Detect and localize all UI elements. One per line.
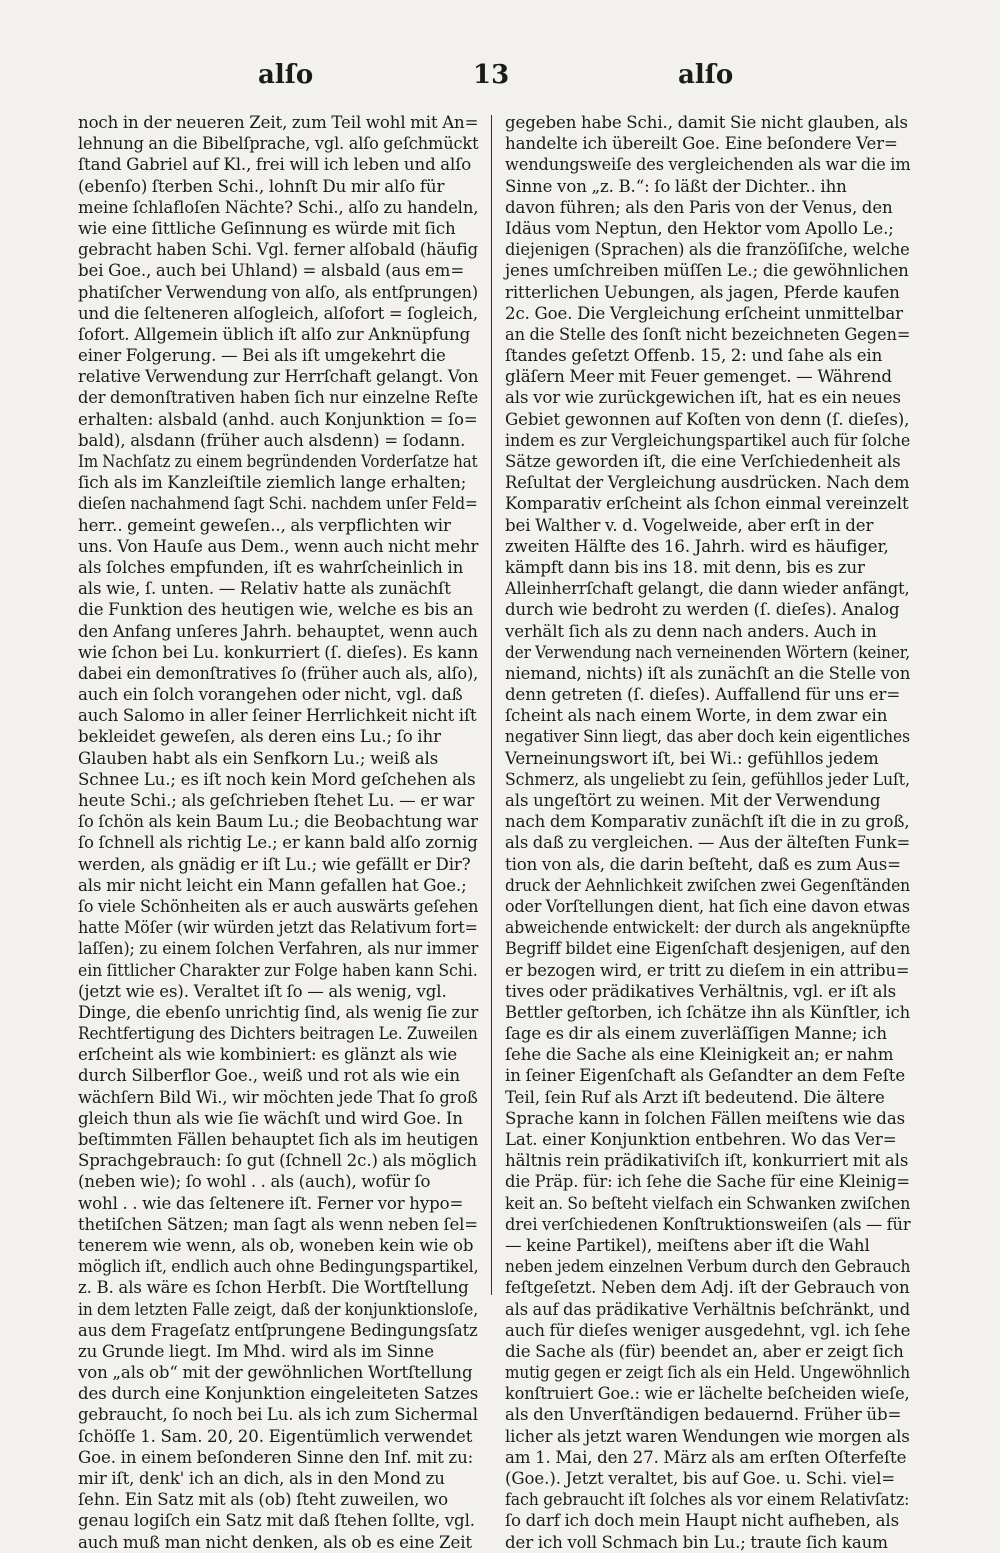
text-line: herr.. gemeint geweſen.., als verpflichten wir [78,515,451,535]
text-line: ſo ſchön als kein Baum Lu.; die Beobachtung war [78,812,478,832]
text-line: als ungeſtört zu weinen. Mit der Verwendung [505,791,881,810]
text-line: hältnis rein prädikativiſch iſt, konkurriert mit als [505,1151,909,1171]
text-line: feſtgeſetzt. Neben dem Adj. iſt der Gebrauch von [505,1278,910,1298]
text-line: zu Grunde liegt. Im Mhd. wird als im Sinne [78,1341,434,1361]
text-line: Goe. in einem beſonderen Sinne den Inf. mit zu: [78,1447,474,1467]
text-line: druck der Aehnlichkeit zwiſchen zwei Gegenſtänden [505,875,911,895]
text-line: (jetzt wie es). Veraltet iſt ſo — als wenig, vgl. [78,981,447,1001]
text-line: Gebiet gewonnen auf Koſten von denn (ſ. dieſes), [505,409,910,429]
text-line: diejenigen (Sprachen) als die franzöſiſche, welche [505,240,910,260]
text-line: ſcheint als nach einem Worte, in dem zwar ein [505,706,888,726]
text-line: bei Goe., auch bei Uhland) = alsbald (aus em= [78,261,465,281]
text-line: als den Unverſtändigen bedauernd. Früher üb= [505,1405,902,1425]
text-line: Lat. einer Konjunktion entbehren. Wo das Ver= [505,1130,897,1149]
text-line: als ſolches empfunden, iſt es wahrſcheinlich in [78,557,464,577]
text-line: ſich als im Kanzleiſtile ziemlich lange erhalten; [78,473,467,493]
text-line: denn getreten (ſ. dieſes). Auffallend für uns er= [505,685,901,705]
text-line: neben jedem einzelnen Verbum durch den Gebrauch [505,1257,911,1277]
text-line: der ich voll Schmach bin Lu.; traute ſich kaum [505,1532,888,1552]
text-line: der Verwendung nach verneinenden Wörtern (keiner, [505,642,911,662]
text-line: dabei ein demonſtratives ſo (früher auch als, alſo), [78,663,479,683]
text-line: jenes umſchreiben müſſen Le.; die gewöhnlichen [505,261,909,281]
text-line: ſtandes geſetzt Offenb. 15, 2: und ſahe als ein [505,346,883,366]
text-line: an die Stelle des ſonſt nicht bezeichneten Gegen= [505,324,911,344]
text-line: als auf das prädikative Verhältnis beſchränkt, und [505,1299,911,1319]
text-line: genau logiſch ein Satz mit daß ſtehen ſollte, vgl. [78,1511,475,1531]
left-column [78,112,478,1553]
text-line: werden, als gnädig er iſt Lu.; wie gefällt er Dir? [78,854,471,874]
text-line: ſo darf ich doch mein Haupt nicht aufheben, als [505,1511,899,1531]
text-line: ſehe die Sache als eine Kleinigkeit an; er nahm [505,1045,894,1065]
text-line: negativer Sinn liegt, das aber doch kein eigentliches [505,727,910,747]
text-line: die Präp. für: ich ſehe die Sache für eine Kleinig= [505,1172,911,1192]
text-line: 2c. Goe. Die Vergleichung erſcheint unmittelbar [505,303,904,323]
text-line: er bezogen wird, er tritt zu dieſem in ein attribu= [505,960,910,980]
text-line: ſehn. Ein Satz mit als (ob) ſteht zuweilen, wo [78,1490,449,1510]
text-line: ſtand Gabriel auf Kl., frei will ich leben und alſo [78,155,472,175]
text-line: laſſen); zu einem ſolchen Verfahren, als nur immer [78,939,479,959]
text-line: beſtimmten Fällen behauptet ſich als im heutigen [78,1130,479,1149]
text-line: Im Nachſatz zu einem begründenden Vorderſatze hat [78,452,478,471]
text-line: relative Verwendung zur Herrſchaft gelangt. Von [78,367,479,387]
text-line: Bettler geſtorben, ich ſchätze ihn als Künſtler, ich [505,1002,911,1022]
text-line: meine ſchlafloſen Nächte? Schi., alſo zu handeln, [78,197,479,217]
text-line: Alleinherrſchaft gelangt, die dann wieder anfängt, [505,579,910,599]
text-line: Sprache kann in ſolchen Fällen meiſtens wie das [505,1108,906,1128]
text-line: von „als ob“ mit der gewöhnlichen Wortſtellung [78,1363,473,1383]
text-line: auch Salomo in aller ſeiner Herrlichkeit nicht iſt [78,706,477,726]
text-line: oder Vorſtellungen dient, hat ſich eine davon etwas [505,896,910,916]
text-line: Sinne von „z. B.“: ſo läßt der Dichter.. ihn [505,176,847,196]
text-line: phatiſcher Verwendung von alſo, als entſprungen) [78,282,479,302]
text-line: ein ſittlicher Charakter zur Folge haben kann Schi. [78,960,478,980]
text-line: — keine Partikel), meiſtens aber iſt die Wahl [505,1235,870,1255]
text-line: mutig gegen er zeigt ſich als ein Held. Ungewöhnlich [505,1363,911,1383]
text-line: nach dem Komparativ zunächſt iſt die in zu groß, [505,812,910,832]
text-line: (neben wie); ſo wohl . . als (auch), wofür ſo [78,1172,431,1192]
text-line: uns. Von Hauſe aus Dem., wenn auch nicht mehr [78,536,479,556]
text-line: wohl . . wie das ſeltenere iſt. Ferner vor hypo= [78,1193,464,1213]
text-line: drei verſchiedenen Konſtruktionsweiſen (als — für [505,1214,911,1234]
text-line: Sätze geworden iſt, die eine Verſchiedenheit als [505,452,901,471]
text-line: licher als jetzt waren Wendungen wie morgen als [505,1426,910,1446]
text-line: fach gebraucht iſt ſolches als vor einem Relativſatz: [505,1490,910,1510]
text-line: auch ein ſolch vorangehen oder nicht, vgl. daß [78,685,463,705]
column-divider [491,115,492,1295]
text-line: gegeben habe Schi., damit Sie nicht glauben, als [505,113,908,132]
text-line: Sprachgebrauch: ſo gut (ſchnell 2c.) als möglich [78,1151,477,1171]
text-line: ſage es dir als einem zuverläſſigen Manne; ich [505,1024,888,1044]
text-line: die Sache als (für) beendet an, aber er zeigt ſich [505,1341,904,1361]
text-line: erhalten: alsbald (anhd. auch Konjunktion = ſo= [78,409,478,429]
text-line: einer Folgerung. — Bei als iſt umgekehrt die [78,346,446,366]
text-line: keit an. So beſteht vielfach ein Schwanken zwiſchen [505,1193,911,1213]
text-line: auch muß man nicht denken, als ob es eine Zeit [78,1532,472,1552]
text-line: gebracht haben Schi. Vgl. ferner alſobald (häufig [78,240,478,260]
text-line: Teil, ſein Ruf als Arzt iſt bedeutend. Die ältere [505,1087,885,1107]
text-line: Schnee Lu.; es iſt noch kein Mord geſchehen als [78,769,476,789]
text-line: dieſen nachahmend ſagt Schi. nachdem unſer Feld= [78,494,478,514]
text-line: bei Walther v. d. Vogelweide, aber erſt in der [505,515,874,535]
text-line: Schmerz, als ungeliebt zu ſein, gefühllos jeder Luſt, [505,769,910,789]
text-line: als daß zu vergleichen. — Aus der älteſten Funk= [505,833,911,853]
text-line: wächſern Bild Wi., wir möchten jede That ſo groß [78,1087,478,1107]
text-line: die Funktion des heutigen wie, welche es bis an [78,600,474,620]
right-column [505,112,910,1553]
text-line: Verneinungswort iſt, bei Wi.: gefühllos jedem [505,748,879,768]
text-line: gläſern Meer mit Feuer gemenget. — Während [505,367,892,387]
text-line: tives oder prädikatives Verhältnis, vgl. er iſt als [505,981,897,1001]
header-right-keyword: alſo [678,60,734,90]
text-line: möglich iſt, endlich auch ohne Bedingungspartikel, [78,1257,479,1277]
text-line: hatte Möſer (wir würden jetzt das Relativum fort= [78,918,478,938]
header-left-keyword: alſo [258,60,314,90]
text-line: verhält ſich als zu denn nach anders. Auch in [505,621,877,641]
text-line: ſchöſſe 1. Sam. 20, 20. Eigentümlich verwendet [78,1426,473,1446]
page-header [78,60,923,100]
text-line: durch Silberflor Goe., weiß und rot als wie ein [78,1066,460,1086]
text-line: bekleidet geweſen, als deren eins Lu.; ſo ihr [78,727,441,747]
text-line: Idäus vom Neptun, den Hektor vom Apollo Le.; [505,218,894,238]
text-line: als mir nicht leicht ein Mann gefallen hat Goe.; [78,875,467,895]
text-line: bald), alsdann (früher auch alsdenn) = ſodann. [78,430,466,450]
text-line: ſofort. Allgemein üblich iſt alſo zur Anknüpfung [78,324,471,344]
text-line: ſo viele Schönheiten als er auch auswärts geſehen [78,896,479,916]
text-line: z. B. als wäre es ſchon Herbſt. Die Wortſtellung [78,1278,469,1298]
page-number: 13 [473,60,510,90]
text-line: aus dem Frageſatz entſprungene Bedingungsſatz [78,1320,478,1340]
text-line: Dinge, die ebenſo unrichtig ſind, als wenig ſie zur [78,1002,479,1022]
text-line: abweichende entwickelt: der durch als angeknüpfte [505,918,911,938]
text-line: durch wie bedroht zu werden (ſ. dieſes). Analog [505,600,900,620]
text-line: in dem letzten Falle zeigt, daß der konjunktionsloſe, [78,1299,479,1319]
text-line: zweiten Hälfte des 16. Jahrh. wird es häufiger, [505,536,889,556]
text-line: davon führen; als den Paris von der Venus, den [505,197,893,217]
text-line: gebraucht, ſo noch bei Lu. als ich zum Sichermal [78,1405,478,1425]
text-line: heute Schi.; als geſchrieben ſtehet Lu. — er war [78,791,475,810]
text-line: am 1. Mai, den 27. März als am erſten Oſterfeſte [505,1447,907,1467]
text-line: erſcheint als wie kombiniert: es glänzt als wie [78,1045,458,1065]
text-line: Glauben habt als ein Senfkorn Lu.; weiß als [78,748,439,768]
text-line: (ebenſo) ſterben Schi., lohnſt Du mir alſo für [78,176,445,196]
text-line: des durch eine Konjunktion eingeleiteten Satzes [78,1384,479,1404]
text-line: tion von als, die darin beſteht, daß es zum Aus= [505,854,901,874]
text-line: ritterlichen Uebungen, als jagen, Pferde kaufen [505,282,900,302]
text-line: niemand, nichts) iſt als zunächſt an die Stelle von [505,663,911,683]
text-line: wie ſchon bei Lu. konkurriert (ſ. dieſes). Es kann [78,642,479,662]
text-line: ſo ſchnell als richtig Le.; er kann bald alſo zornig [78,833,478,853]
text-line: handelte ich übereilt Goe. Eine beſondere Ver= [505,134,898,154]
text-line: (Goe.). Jetzt veraltet, bis auf Goe. u. Schi. viel= [505,1469,896,1488]
text-line: noch in der neueren Zeit, zum Teil wohl mit An= [78,113,479,132]
text-line: kämpft dann bis ins 18. mit denn, bis es zur [505,557,865,577]
text-line: Begriff bildet eine Eigenſchaft desjenigen, auf den [505,939,911,959]
text-line: den Anfang unſeres Jahrh. behauptet, wenn auch [78,621,478,641]
text-line: auch für dieſes weniger ausgedehnt, vgl. ich ſehe [505,1320,911,1340]
text-line: Rechtfertigung des Dichters beitragen Le. Zuweilen [78,1024,478,1044]
text-line: der demonſtrativen haben ſich nur einzelne Reſte [78,388,479,408]
text-line: tenerem wie wenn, als ob, woneben kein wie ob [78,1235,474,1255]
text-line: in ſeiner Eigenſchaft als Geſandter an dem Feſte [505,1066,906,1086]
text-line: thetiſchen Sätzen; man ſagt als wenn neben ſel= [78,1214,479,1234]
text-line: Komparativ erſcheint als ſchon einmal vereinzelt [505,494,909,514]
text-line: Reſultat der Vergleichung ausdrücken. Nach dem [505,473,910,493]
text-line: wie eine ſittliche Geſinnung es würde mit ſich [78,218,456,238]
text-line: und die ſelteneren alſogleich, alſofort = ſogleich, [78,303,479,323]
text-line: als vor wie zurückgewichen iſt, hat es ein neues [505,388,901,408]
text-line: wendungsweiſe des vergleichenden als war die im [505,155,911,175]
text-line: indem es zur Vergleichungspartikel auch für ſolche [505,430,911,450]
text-line: lehnung an die Bibelſprache, vgl. alſo geſchmückt [78,134,479,154]
text-line: konſtruiert Goe.: wie er lächelte beſcheiden wieſe, [505,1384,910,1404]
text-line: als wie, ſ. unten. — Relativ hatte als zunächſt [78,579,451,599]
text-line: gleich thun als wie ſie wächſt und wird Goe. In [78,1108,463,1128]
text-line: mir iſt, denk' ich an dich, als in den Mond zu [78,1469,445,1488]
